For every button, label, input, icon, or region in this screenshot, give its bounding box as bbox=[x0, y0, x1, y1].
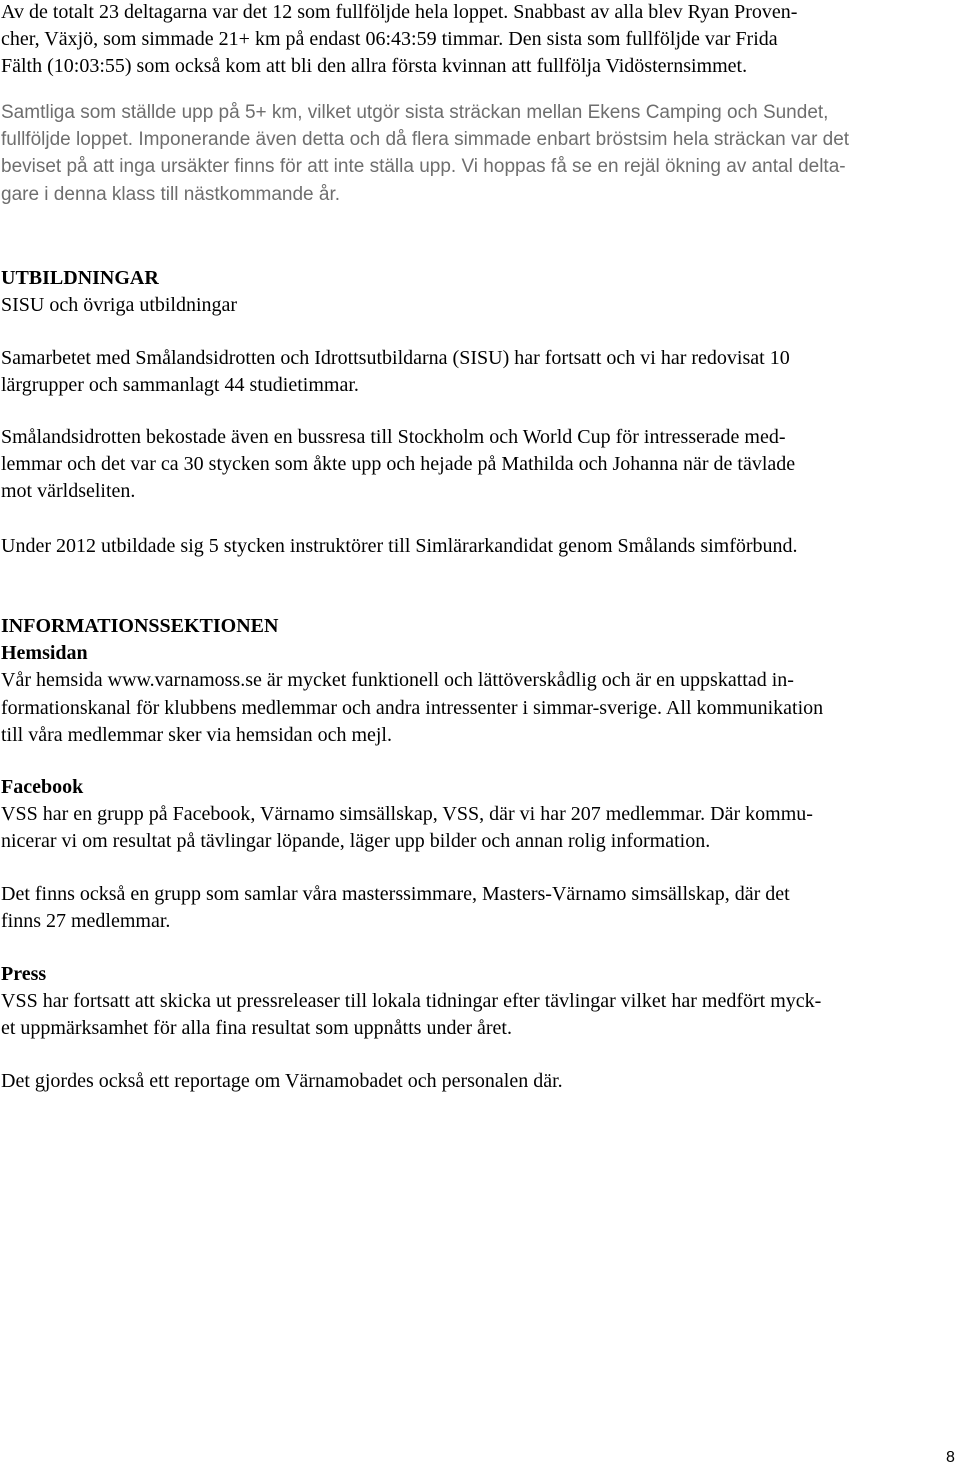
information-section bbox=[1, 613, 958, 749]
facebook-heading: Facebook bbox=[1, 776, 84, 798]
instruktorer-paragraph bbox=[1, 533, 958, 560]
text-line: VSS har en grupp på Facebook, Värnamo simsällskap, VSS, där vi har 207 medlemmar. Där kommu- bbox=[1, 803, 813, 826]
text-line: cher, Växjö, som simmade 21+ km på endast 06:43:59 timmar. Den sista som fullföljde var Frida bbox=[1, 28, 778, 51]
samtliga-paragraph bbox=[1, 99, 958, 208]
text-line: Fälth (10:03:55) som också kom att bli den allra första kvinnan att fullfölja Vidösternsimmet. bbox=[1, 55, 748, 78]
text-line: nicerar vi om resultat på tävlingar löpande, läger upp bilder och annan rolig information. bbox=[1, 830, 711, 853]
press-section bbox=[1, 961, 958, 1043]
bussresa-paragraph bbox=[1, 424, 958, 506]
text-line: Av de totalt 23 deltagarna var det 12 som fullföljde hela loppet. Snabbast av alla blev Ryan Proven- bbox=[1, 1, 798, 23]
text-line: fullföljde loppet. Imponerande även detta och då flera simmade enbart bröstsim hela sträckan var det bbox=[1, 129, 850, 151]
reportage-paragraph bbox=[1, 1068, 958, 1095]
masters-paragraph bbox=[1, 881, 958, 935]
text-line: till våra medlemmar sker via hemsidan och mejl. bbox=[1, 723, 392, 746]
utbildningar-section-header bbox=[1, 265, 958, 319]
text-line: VSS har fortsatt att skicka ut pressreleaser till lokala tidningar efter tävlingar vilket har medfört myck- bbox=[1, 990, 822, 1013]
facebook-section bbox=[1, 774, 958, 856]
text-line: mot världseliten. bbox=[1, 480, 136, 503]
text-line: lärgrupper och sammanlagt 44 studietimmar. bbox=[1, 374, 359, 397]
text-line: et uppmärksamhet för alla fina resultat som uppnåtts under året. bbox=[1, 1017, 512, 1040]
section-heading: INFORMATIONSSEKTIONEN bbox=[1, 615, 279, 637]
text-line: Det finns också en grupp som samlar våra masterssimmare, Masters-Värnamo simsällskap, där det bbox=[1, 883, 790, 905]
text-line: formationskanal för klubbens medlemmar och andra intressenter i simmar-sverige. All kommunikation bbox=[1, 696, 824, 719]
intro-paragraph bbox=[1, 0, 958, 81]
text-line: Samarbetet med Smålandsidrotten och Idrottsutbildarna (SISU) har fortsatt och vi har redovisat 10 bbox=[1, 347, 790, 369]
text-line: Under 2012 utbildade sig 5 stycken instruktörer till Simlärarkandidat genom Smålands simförbund. bbox=[1, 535, 798, 557]
text-line: Samtliga som ställde upp på 5+ km, vilket utgör sista sträckan mellan Ekens Camping och Sundet, bbox=[1, 102, 829, 123]
page-number: 8 bbox=[946, 1449, 955, 1466]
text-line: finns 27 medlemmar. bbox=[1, 910, 171, 933]
text-line: Vår hemsida www.varnamoss.se är mycket funktionell och lättöverskådlig och är en uppskattad in- bbox=[1, 669, 794, 692]
text-line: gare i denna klass till nästkommande år. bbox=[1, 183, 341, 205]
section-heading: UTBILDNINGAR bbox=[1, 267, 159, 289]
section-subheading: SISU och övriga utbildningar bbox=[1, 294, 238, 317]
text-line: beviset på att inga ursäkter finns för att inte ställa upp. Vi hoppas få se en rejäl ökning av antal delta- bbox=[1, 156, 846, 178]
sisu-paragraph bbox=[1, 345, 958, 399]
text-line: Det gjordes också ett reportage om Värnamobadet och personalen där. bbox=[1, 1070, 563, 1092]
text-line: lemmar och det var ca 30 stycken som åkte upp och hejade på Mathilda och Johanna när de tävlade bbox=[1, 453, 796, 476]
hemsidan-heading: Hemsidan bbox=[1, 642, 88, 665]
text-line: Smålandsidrotten bekostade även en bussresa till Stockholm och World Cup för intresserade med- bbox=[1, 426, 786, 448]
press-heading: Press bbox=[1, 963, 47, 985]
